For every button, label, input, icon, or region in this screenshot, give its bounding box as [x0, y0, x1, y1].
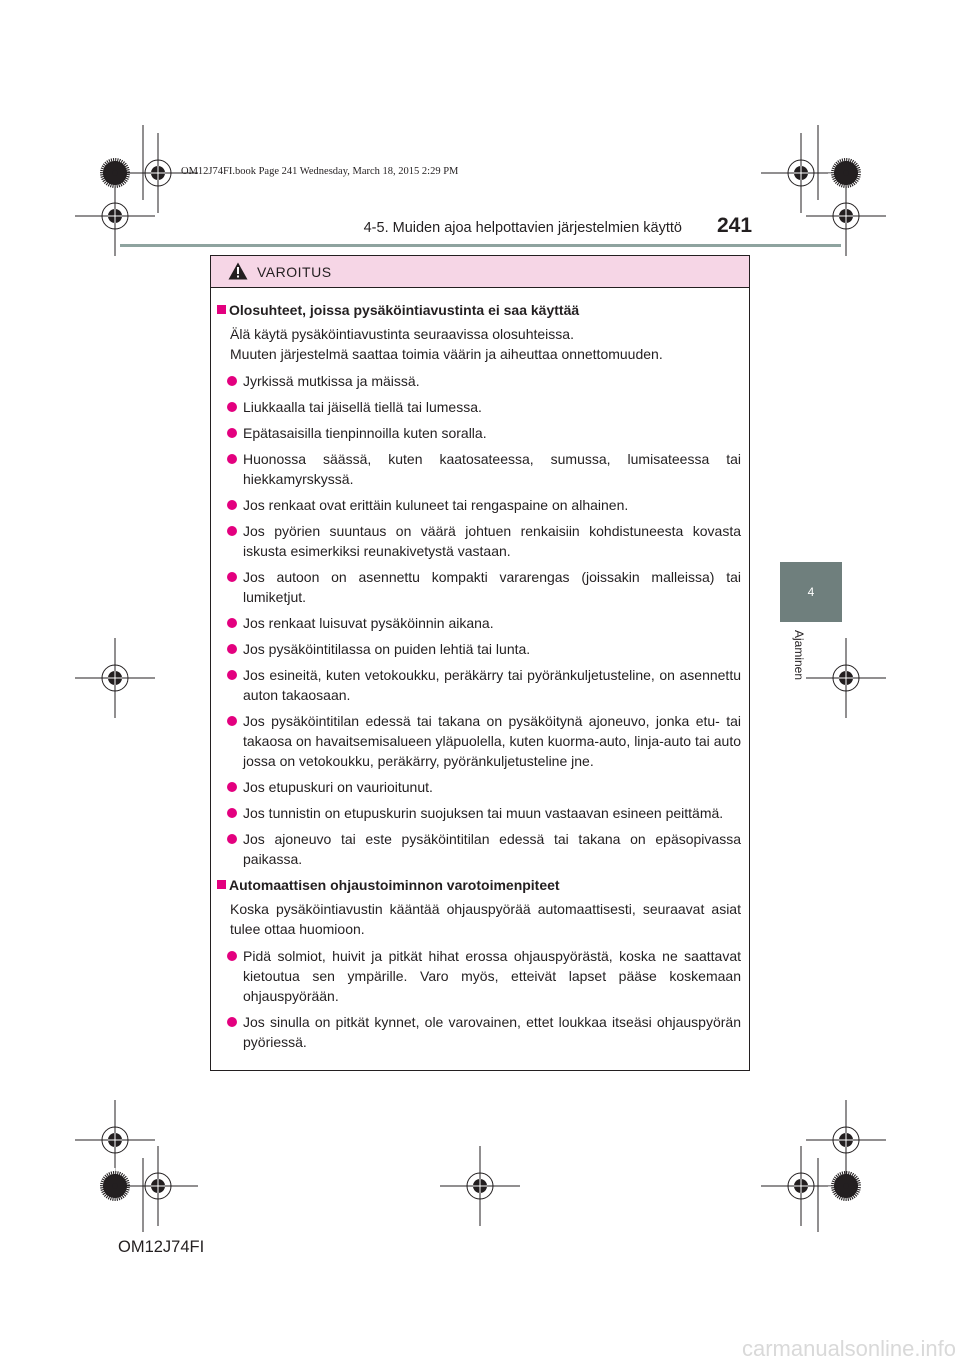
footer-code: OM12J74FI — [118, 1238, 205, 1256]
list-item: Pidä solmiot, huivit ja pitkät hihat erossa ohjauspyörästä, koska ne saattavat kietoutua sen ympärille. Varo myös, etteivät lapset pääse koskemaan ohjauspyörään. — [243, 946, 741, 1006]
list-item: Jos pyörien suuntaus on väärä johtuen renkaisiin kohdistuneesta kovasta iskusta esimerkiksi reunakivetystä vastaan. — [243, 521, 741, 561]
bullet-dot-icon — [227, 670, 237, 680]
list-item: Jos esineitä, kuten vetokoukku, peräkärry tai pyöränkuljetusteline, on asennettu auton takaosaan. — [243, 665, 741, 705]
list-item: Jos sinulla on pitkät kynnet, ole varovainen, ettet loukkaa itseäsi ohjauspyörän pyöriessä. — [243, 1012, 741, 1052]
crosshair-mark-mid-left — [75, 638, 155, 718]
header-rule — [120, 244, 841, 247]
list-item: Huonossa säässä, kuten kaatosateessa, sumussa, lumisateessa tai hiekkamyrskyssä. — [243, 449, 741, 489]
section-heading-text: Automaattisen ohjaustoiminnon varotoimenpiteet — [229, 877, 560, 893]
crosshair-mark-bottom-left-inner — [118, 1146, 198, 1226]
bullet-dot-icon — [227, 716, 237, 726]
page-number: 241 — [717, 214, 753, 237]
intro-line: Älä käytä pysäköintiavustinta seuraavissa olosuhteissa. — [230, 326, 574, 342]
section-heading — [217, 300, 749, 320]
bullet-dot-icon — [227, 951, 237, 961]
chapter-number: 4 — [807, 585, 815, 599]
section-intro: Koska pysäköintiavustin kääntää ohjauspyörää automaattisesti, seuraavat asiat tulee ottaa huomioon. — [230, 901, 741, 937]
bullet-dot-icon — [227, 376, 237, 386]
warning-content — [211, 288, 749, 1052]
list-item: Jos ajoneuvo tai este pysäköintitilan edessä tai takana on epäsopivassa paikassa. — [243, 829, 741, 869]
bullet-dot-icon — [227, 618, 237, 628]
list-item: Jos renkaat luisuvat pysäköinnin aikana. — [243, 613, 741, 633]
list-item: Liukkaalla tai jäisellä tiellä tai lumessa. — [243, 397, 741, 417]
bullet-dot-icon — [227, 782, 237, 792]
warning-triangle-icon — [228, 262, 248, 280]
square-bullet-icon — [217, 305, 226, 314]
bullet-dot-icon — [227, 1017, 237, 1027]
header-section-title: 4-5. Muiden ajoa helpottavien järjestelmien käyttö — [363, 220, 682, 236]
section-heading-text: Olosuhteet, joissa pysäköintiavustinta ei saa käyttää — [229, 302, 580, 318]
crosshair-mark-top-right-inner — [761, 133, 841, 213]
bullet-dot-icon — [227, 428, 237, 438]
bullet-dot-icon — [227, 644, 237, 654]
warning-header — [211, 256, 749, 288]
crosshair-mark-bottom-right-inner — [761, 1146, 841, 1226]
chapter-tab — [780, 562, 842, 622]
crosshair-mark-mid-right — [806, 638, 886, 718]
chapter-label-wrap — [792, 630, 806, 700]
warning-box — [210, 255, 750, 1071]
bullet-dot-icon — [227, 526, 237, 536]
bullet-dot-icon — [227, 834, 237, 844]
warning-title: VAROITUS — [257, 264, 332, 280]
bullet-dot-icon — [227, 454, 237, 464]
section-heading — [217, 875, 749, 895]
list-item: Jos pysäköintitilan edessä tai takana on pysäköitynä ajoneuvo, jonka etu- tai takaosa on havaitsemisalueen yläpuolella, kuten kuorma-auto, linja-auto tai auto jossa on vetokoukku, peräkärry, pyöränkuljetusteline jne. — [243, 711, 741, 771]
book-info: OM12J74FI.book Page 241 Wednesday, March 18, 2015 2:29 PM — [181, 166, 459, 177]
crosshair-mark-bottom-center — [440, 1146, 520, 1226]
list-item: Jos tunnistin on etupuskurin suojuksen tai muun vastaavan esineen peittämä. — [243, 803, 741, 823]
bullet-dot-icon — [227, 500, 237, 510]
section-intro — [230, 324, 741, 364]
list-item: Jos pysäköintitilassa on puiden lehtiä tai lunta. — [243, 639, 741, 659]
intro-line: Muuten järjestelmä saattaa toimia väärin ja aiheuttaa onnettomuuden. — [230, 346, 663, 362]
list-item: Jos autoon on asennettu kompakti vararengas (joissakin malleissa) tai lumiketjut. — [243, 567, 741, 607]
bullet-dot-icon — [227, 572, 237, 582]
watermark: carmanualsonline.info — [741, 1336, 956, 1361]
bullet-dot-icon — [227, 808, 237, 818]
list-item: Jyrkissä mutkissa ja mäissä. — [243, 371, 741, 391]
square-bullet-icon — [217, 880, 226, 889]
bullet-dot-icon — [227, 402, 237, 412]
chapter-label: Ajaminen — [792, 630, 806, 681]
list-item: Jos etupuskuri on vaurioitunut. — [243, 777, 741, 797]
list-item: Jos renkaat ovat erittäin kuluneet tai rengaspaine on alhainen. — [243, 495, 741, 515]
list-item: Epätasaisilla tienpinnoilla kuten soralla. — [243, 423, 741, 443]
